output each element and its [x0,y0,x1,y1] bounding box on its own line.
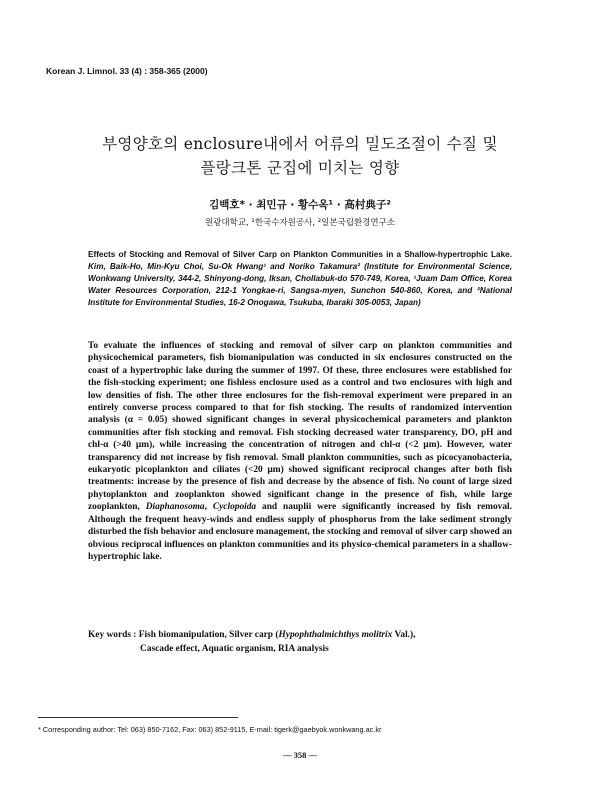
english-header [88,249,512,309]
keywords [88,628,512,656]
english-title: Effects of Stocking and Removal of Silver Carp on Plankton Communities in a Shallow-hypertrophic Lake. [88,250,512,259]
abstract-taxon-cyclopoida: Cyclopoida [212,502,257,513]
abstract-taxon-diaphanosoma: Diaphanosoma [145,502,205,513]
keywords-post: Val.), [392,630,416,640]
abstract [88,340,512,563]
footnote-rule [38,717,238,718]
english-authors: Kim, Baik-Ho, Min-Kyu Choi, Su-Ok Hwang¹ and Noriko Takamura² [88,262,360,271]
corresponding-author-footnote: * Corresponding author: Tel: 063) 850-7162, Fax: 063) 852-9115, E-mail: tigerk@gaebyok.wonkwang.ac.kr [38,725,382,734]
abstract-separator: , [204,502,213,513]
title-line-2: 플랑크톤 군집에 미치는 영향 [200,159,400,177]
keywords-species: Hypophthalmichthys molitrix [278,630,393,640]
page-number: — 358 — [283,750,317,760]
journal-reference: Korean J. Limnol. 33 (4) : 358-365 (2000) [46,66,208,76]
keywords-line-2: Cascade effect, Aquatic organism, RIA analysis [140,644,329,654]
korean-authors: 김백호* · 최민규 · 황수옥¹ · 高村典子² [209,199,391,211]
korean-title [60,132,540,180]
english-affiliation: (Institute for Environmental Science, Wonkwang University, 344-2, Shinyong-dong, Iksan, Chollabuk-do 570-749, Korea, ¹Juam Dam Office, Korea Water Resources Corporation, 212-1 Yongkae-ri, Sangsa-myen, Sunchon 540-860, Korea, and ²National Institute for Environmental Studies, 16-2 Onogawa, Tsukuba, Ibaraki 305-0053, Japan) [88,262,512,307]
korean-affiliations: 원광대학교, ¹한국수자원공사, ²일본국립환경연구소 [204,218,396,228]
abstract-part-1: To evaluate the influences of stocking and removal of silver carp on plankton communities and physicochemical parameters, fish biomanipulation was conducted in six enclosures constructed on the coast of a hypertrophic lake during the summer of 1997. Of these, three enclosures were established for the fish-stocking experiment; one fishless enclosure used as a control and two enclosures with high and low densities of fish. The other three enclosures for the fish-removal experiment were prepared in an entirely converse process compared to that for fish stocking. The results of randomized intervention analysis (α = 0.05) showed significant changes in several physicochemical parameters and plankton communities after fish stocking and removal. Fish stocking decreased water transparency, DO, pH and chl-α (>40 µm), while increasing the concentration of nitrogen and chl-α (<2 µm). However, water transparency did not increase by fish removal. Small plankton communities, such as picocyanobacteria, eukaryotic picoplankton and ciliates (<20 µm) showed significant reciprocal changes after both fish treatments: increase by the presence of fish and decrease by the absence of fish. No count of large sized phytoplankton and zooplankton showed significant change in the presence of fish, while large zooplankton, [88,341,512,513]
keywords-pre: Fish biomanipulation, Silver carp ( [138,630,279,640]
title-line-1: 부영양호의 enclosure내에서 어류의 밀도조절이 수질 및 [102,135,498,153]
abstract-part-2: and nauplii were significantly increased by fish removal. Although the frequent heavy-winds and endless supply of phosphorus from the lake sediment strongly disturbed the fish behavior and enclosure management, the stocking and removal of silver carp showed an obvious reciprocal influences on plankton communities and its physico-chemical parameters in a shallow-hypertrophic lake. [88,502,512,562]
keywords-label: Key words : [88,630,139,640]
